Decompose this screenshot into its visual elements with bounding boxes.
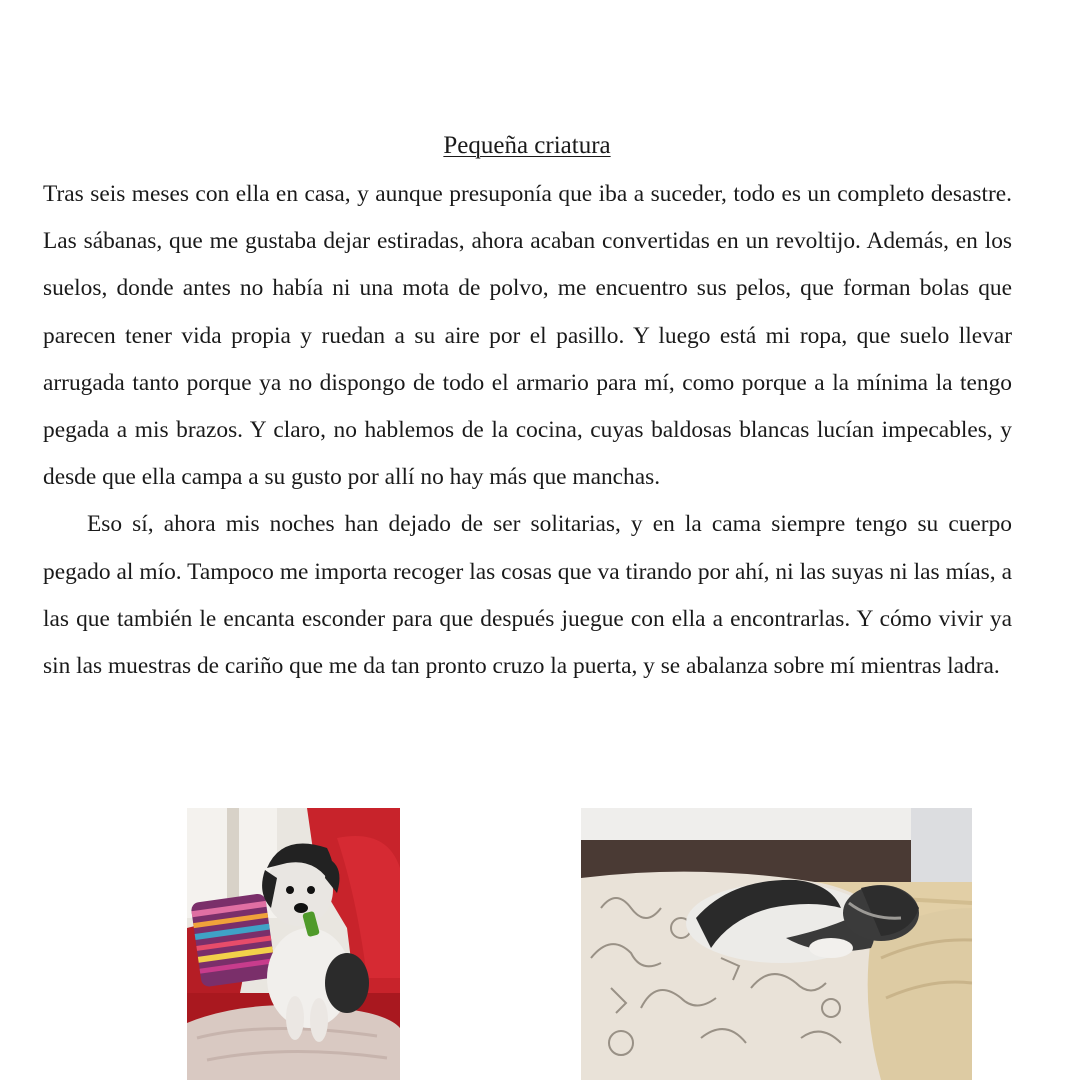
dog-sleeping-photo <box>581 808 972 1080</box>
paragraph-1: Tras seis meses con ella en casa, y aunque presuponía que iba a suceder, todo es un completo desastre. Las sábanas, que me gustaba dejar estiradas, ahora acaban convertidas en un revoltijo. Además, en los suelos, donde antes no había ni una mota de polvo, me encuentro sus pelos, que forman bolas que parecen tener vida propia y ruedan a su aire por el pasillo. Y luego está mi ropa, que suelo llevar arrugada tanto porque ya no dispongo de todo el armario para mí, como porque a la mínima la tengo pegada a mis brazos. Y claro, no hablemos de la cocina, cuyas baldosas blancas lucían impecables, y desde que ella campa a su gusto por allí no hay más que manchas. <box>43 181 1012 491</box>
dog-sitting-on-red-armchair-icon <box>187 808 400 1080</box>
document-title: Pequeña criatura <box>443 132 611 159</box>
dog-sleeping-on-pillow-icon <box>581 808 972 1080</box>
document-body <box>43 171 1012 690</box>
dog-armchair-photo <box>187 808 400 1080</box>
paragraph-2: Eso sí, ahora mis noches han dejado de ser solitarias, y en la cama siempre tengo su cuerpo pegado al mío. Tampoco me importa recoger las cosas que va tirando por ahí, ni las suyas ni las mías, a las que también le encanta esconder para que después juegue con ella a encontrarlas. Y cómo vivir ya sin las muestras de cariño que me da tan pronto cruzo la puerta, y se abalanza sobre mí mientras ladra. <box>43 511 1012 680</box>
